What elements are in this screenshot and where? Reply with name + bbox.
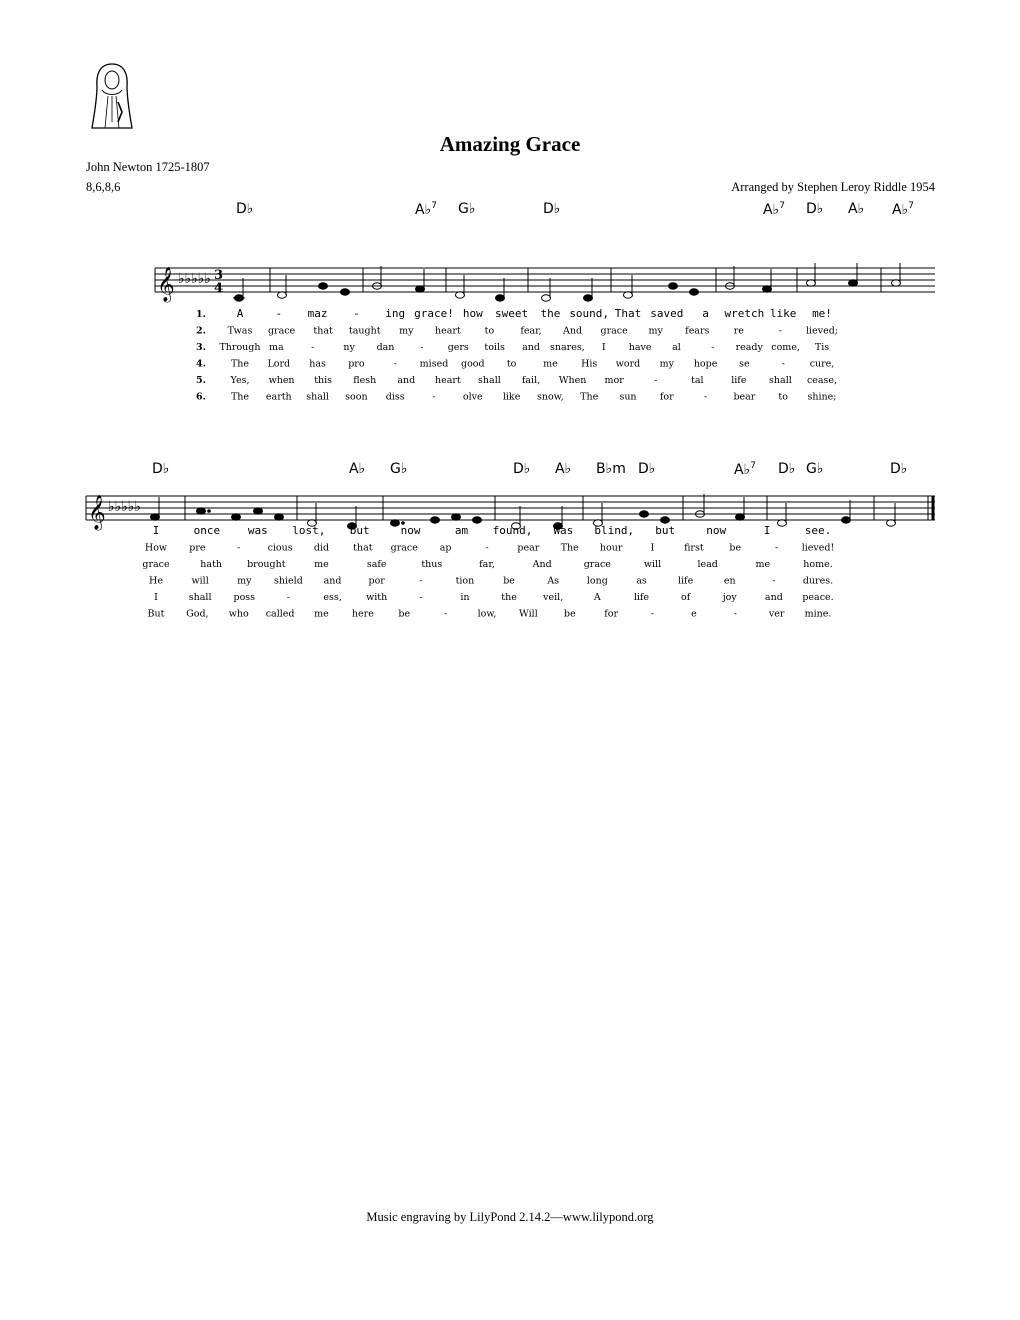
poet-credit: John Newton 1725-1807 xyxy=(86,160,210,174)
notes-system-1 xyxy=(233,263,901,301)
lyric-syllable: tion xyxy=(455,575,475,587)
lyric-syllable: ver xyxy=(768,608,785,620)
lyric-syllable: Will xyxy=(519,608,538,620)
lyric-syllable: mised xyxy=(419,358,449,370)
lyric-syllable: cease, xyxy=(806,375,838,386)
lyric-syllable: life xyxy=(731,375,747,386)
lyric-syllable: and xyxy=(522,342,540,353)
lyric-syllable: ap xyxy=(439,542,452,554)
lyric-syllable: mine. xyxy=(804,608,832,620)
lyric-syllable: to xyxy=(778,391,788,403)
verse-number: 3. xyxy=(196,342,206,353)
lyric-syllable: my xyxy=(659,358,674,370)
chord-symbol: B♭m xyxy=(596,461,626,477)
chord-symbol: D♭ xyxy=(890,461,908,477)
lyric-syllable: olve xyxy=(462,391,483,403)
lyric-syllable: shall xyxy=(188,592,212,603)
lyric-syllable: me xyxy=(755,559,771,570)
lyric-syllable: lieved! xyxy=(801,542,835,554)
lyric-syllable: of xyxy=(680,592,691,603)
lyric-syllable: cure, xyxy=(809,358,835,370)
lyric-syllable: see. xyxy=(804,524,832,537)
lyric-syllable: here xyxy=(351,608,374,620)
lyric-syllable: good xyxy=(460,358,485,370)
lyric-syllable: shall xyxy=(769,375,792,386)
lyric-syllable: a xyxy=(702,307,709,320)
lyric-syllable: The xyxy=(230,391,250,403)
lyric-syllable: shall xyxy=(306,391,329,403)
lyric-syllable: home. xyxy=(803,559,833,570)
lyric-syllable: me xyxy=(314,559,329,570)
lyric-syllable: once xyxy=(193,524,221,537)
lyric-syllable: grace! xyxy=(414,307,454,320)
lyric-syllable: now xyxy=(706,524,727,537)
chord-symbol: A♭$^7$ xyxy=(892,201,914,218)
lyric-syllable: hope xyxy=(693,358,718,370)
lyric-syllable: Twas xyxy=(227,325,253,337)
lyric-syllable: come, xyxy=(771,342,800,353)
arranger-credit: Arranged by Stephen Leroy Riddle 1954 xyxy=(731,180,935,194)
treble-clef-symbol: 𝄞 xyxy=(88,495,106,530)
lyric-syllable: ess, xyxy=(323,592,342,603)
lyric-syllable: found, xyxy=(492,524,533,537)
lyric-syllable: mor xyxy=(604,375,624,386)
lyric-syllable: for xyxy=(659,391,674,403)
lyric-syllable: The xyxy=(560,542,579,554)
lyric-syllable: pear xyxy=(517,542,540,554)
lyric-syllable: snow, xyxy=(537,391,564,403)
lyric-syllable: like xyxy=(769,307,797,320)
lyric-syllable: - xyxy=(393,358,397,370)
lyric-syllable: His xyxy=(581,358,598,370)
lyric-syllable: Yes, xyxy=(230,375,250,386)
lyric-syllable: veil, xyxy=(543,592,564,603)
lyric-syllable: - xyxy=(444,608,448,620)
lyric-syllable: shall xyxy=(478,375,501,386)
chord-symbol: A♭ xyxy=(349,461,366,477)
lyric-syllable: low, xyxy=(477,608,497,620)
lyric-syllable: but xyxy=(349,524,370,537)
lyric-syllable: joy xyxy=(722,592,737,603)
lyric-syllable: brought xyxy=(247,559,286,570)
lyric-syllable: that xyxy=(313,325,333,337)
lyric-syllable: The xyxy=(580,391,599,403)
lyric-syllable: peace. xyxy=(802,592,834,603)
lyric-syllable: will xyxy=(643,559,662,570)
lyric-syllable: diss xyxy=(385,391,405,403)
lyric-syllable: who xyxy=(228,608,249,620)
lyric-syllable: saved xyxy=(650,307,684,320)
lyric-syllable: in xyxy=(460,592,470,603)
verse-number: 4. xyxy=(196,358,206,370)
lyric-syllable: I xyxy=(763,524,771,537)
lyric-syllable: lost, xyxy=(292,524,326,537)
lyric-syllable: blind, xyxy=(594,524,635,537)
chord-symbol: A♭$^7$ xyxy=(734,461,756,478)
lyric-syllable: And xyxy=(563,325,583,337)
lyric-syllable: to xyxy=(484,325,495,337)
lyric-syllable: and xyxy=(397,375,416,386)
treble-clef-symbol: 𝄞 xyxy=(157,267,175,302)
chord-symbol: D♭ xyxy=(638,461,656,477)
chord-symbol: A♭$^7$ xyxy=(415,201,437,218)
lyric-syllable: That xyxy=(614,307,642,320)
page-title: Amazing Grace xyxy=(439,132,581,156)
chord-symbol: G♭ xyxy=(458,201,476,217)
lyric-syllable: ing xyxy=(385,307,406,320)
lyric-syllable: - xyxy=(781,358,785,370)
lyric-syllable: poss xyxy=(233,592,256,603)
lyric-syllable: snares, xyxy=(550,342,585,353)
lyric-syllable: grace xyxy=(390,542,418,554)
lyric-syllable: life xyxy=(633,592,650,603)
lyric-syllable: A xyxy=(593,592,601,603)
verse-number: 2. xyxy=(196,325,206,337)
lyric-syllable: me! xyxy=(812,307,832,320)
lyric-syllable: - xyxy=(654,375,658,386)
lyric-syllable: dures. xyxy=(802,575,834,587)
lyric-syllable: my xyxy=(399,325,414,337)
lyric-syllable: As xyxy=(547,575,560,587)
lyric-syllable: Tis xyxy=(814,342,830,353)
lyric-syllable: ma xyxy=(269,342,284,353)
lyric-syllable: - xyxy=(311,342,315,353)
lyric-syllable: - xyxy=(286,592,291,603)
lyric-syllable: gers xyxy=(447,342,469,353)
lyric-syllable: lieved; xyxy=(806,325,838,337)
lyric-syllable: - xyxy=(353,307,360,320)
lyric-syllable: - xyxy=(237,542,241,554)
lyric-syllable: earth xyxy=(265,391,292,403)
lyric-syllable: heart xyxy=(434,325,461,337)
chord-symbol: D♭ xyxy=(778,461,796,477)
chord-symbol: A♭$^7$ xyxy=(763,201,785,218)
lyric-syllable: I xyxy=(154,592,158,603)
lyric-syllable: life xyxy=(677,575,694,587)
lyric-syllable: soon xyxy=(345,391,368,403)
lyric-syllable: - xyxy=(419,592,423,603)
lyric-syllable: tal xyxy=(691,375,704,386)
lyric-syllable: taught xyxy=(348,325,381,337)
lyric-syllable: I xyxy=(601,342,606,353)
lyric-syllable: the xyxy=(540,307,561,320)
lyric-syllable: first xyxy=(684,542,704,554)
lyric-syllable: long xyxy=(586,575,608,587)
lyric-syllable: called xyxy=(265,608,295,620)
lyric-syllable: when xyxy=(268,375,295,386)
lyric-syllable: sweet xyxy=(495,307,529,320)
lyric-syllable: was xyxy=(247,524,268,537)
chord-symbol: D♭ xyxy=(543,201,561,217)
lyric-syllable: safe xyxy=(366,559,387,570)
lyric-syllable: Through xyxy=(219,342,261,353)
lyric-syllable: my xyxy=(648,325,663,337)
lyrics-system-2 xyxy=(0,522,1020,632)
lyric-syllable: When xyxy=(558,375,587,386)
lyric-syllable: to xyxy=(506,358,517,370)
lyric-syllable: - xyxy=(419,575,423,587)
lyric-syllable: pro xyxy=(348,358,365,370)
lyrics-system-1 xyxy=(0,305,1020,415)
lyric-syllable: I xyxy=(152,524,160,537)
lyric-syllable: with xyxy=(366,592,388,603)
lyric-syllable: The xyxy=(230,358,250,370)
key-signature: ♭♭♭♭♭ xyxy=(178,271,212,287)
lyric-syllable: ready xyxy=(735,342,763,353)
lyric-syllable: for xyxy=(604,608,619,620)
chord-symbol: A♭ xyxy=(555,461,572,477)
meter-label: 8,6,8,6 xyxy=(86,180,121,194)
lyric-syllable: lead xyxy=(697,559,718,570)
hooded-figure-logo xyxy=(88,60,136,132)
lyric-syllable: wretch xyxy=(724,307,765,320)
lyric-syllable: God, xyxy=(186,608,209,620)
lyric-syllable: toils xyxy=(484,342,505,353)
lyric-syllable: fear, xyxy=(520,325,542,337)
lyric-syllable: - xyxy=(775,542,779,554)
lyric-syllable: A xyxy=(236,307,244,320)
lyric-syllable: shine; xyxy=(807,391,837,403)
lyric-syllable: far, xyxy=(479,559,495,570)
time-sig-top: 3 xyxy=(214,268,224,283)
lyric-syllable: me xyxy=(543,358,558,370)
staff-system-1 xyxy=(0,250,1020,310)
lyric-syllable: - xyxy=(485,542,489,554)
lyric-syllable: as xyxy=(636,575,647,587)
lyric-syllable: dan xyxy=(376,342,395,353)
lyric-syllable: have xyxy=(628,342,652,353)
lyric-syllable: did xyxy=(313,542,330,554)
lyric-syllable: but xyxy=(655,524,676,537)
chord-symbol: D♭ xyxy=(513,461,531,477)
lyric-syllable: bear xyxy=(733,391,756,403)
verse-number: 6. xyxy=(196,391,206,403)
lyric-syllable: ny xyxy=(343,342,355,353)
chord-symbol: A♭ xyxy=(848,201,865,217)
lyric-syllable: - xyxy=(650,608,655,620)
lyric-syllable: flesh xyxy=(353,375,377,386)
lyric-syllable: sound, xyxy=(569,307,610,320)
lyric-syllable: heart xyxy=(434,375,461,386)
lyric-syllable: word xyxy=(615,358,641,370)
lyric-syllable: like xyxy=(502,391,521,403)
chord-symbol: G♭ xyxy=(806,461,824,477)
lyric-syllable: - xyxy=(711,342,715,353)
lyric-syllable: how xyxy=(462,307,483,320)
lyric-syllable: be xyxy=(729,542,742,554)
lyric-syllable: se xyxy=(739,358,750,370)
lyric-syllable: be xyxy=(398,608,411,620)
lyric-syllable: be xyxy=(563,608,576,620)
lyric-syllable: Was xyxy=(553,524,574,537)
lyric-syllable: me xyxy=(314,608,329,620)
lyric-syllable: now xyxy=(400,524,421,537)
lyric-syllable: por xyxy=(368,575,385,587)
lyric-syllable: re xyxy=(733,325,744,337)
lyric-syllable: be xyxy=(503,575,515,587)
lyric-syllable: Lord xyxy=(267,358,291,370)
lyric-syllable: grace xyxy=(583,559,611,570)
lyric-syllable: thus xyxy=(421,559,443,570)
lyric-syllable: grace xyxy=(142,559,170,570)
chord-symbol: D♭ xyxy=(806,201,824,217)
lyric-syllable: en xyxy=(723,575,736,587)
lyric-syllable: and xyxy=(323,575,342,587)
key-signature: ♭♭♭♭♭ xyxy=(108,499,142,515)
engraving-footer: Music engraving by LilyPond 2.14.2—www.lilypond.org xyxy=(366,1210,654,1224)
lyric-syllable: my xyxy=(237,575,252,587)
lyric-syllable: - xyxy=(733,608,737,620)
chord-symbol: D♭ xyxy=(152,461,170,477)
chord-symbol: D♭ xyxy=(236,201,254,217)
lyric-syllable: - xyxy=(275,307,283,320)
lyric-syllable: I xyxy=(650,542,655,554)
lyric-syllable: fail, xyxy=(521,375,541,386)
lyric-syllable: hath xyxy=(200,559,223,570)
lyric-syllable: - xyxy=(778,325,783,337)
verse-number: 1. xyxy=(196,309,206,320)
lyric-syllable: will xyxy=(191,575,209,587)
lyric-syllable: And xyxy=(532,559,552,570)
lyric-syllable: has xyxy=(309,358,326,370)
lyric-syllable: How xyxy=(144,542,168,554)
lyric-syllable: - xyxy=(432,391,436,403)
chord-symbol: G♭ xyxy=(390,461,408,477)
lyric-syllable: fears xyxy=(685,325,710,337)
lyric-syllable: But xyxy=(147,608,165,620)
lyric-syllable: pre xyxy=(189,542,206,554)
lyric-syllable: hour xyxy=(599,542,623,554)
lyric-syllable: - xyxy=(703,391,708,403)
lyric-syllable: this xyxy=(314,375,333,386)
lyric-syllable: grace xyxy=(600,325,628,337)
lyric-syllable: al xyxy=(672,342,681,353)
lyric-syllable: shield xyxy=(274,575,303,587)
verse-number: 5. xyxy=(196,375,206,386)
lyric-syllable: and xyxy=(764,592,783,603)
lyric-syllable: cious xyxy=(267,542,293,554)
lyric-syllable: am xyxy=(454,524,469,537)
lyric-syllable: He xyxy=(149,575,163,587)
time-sig-bottom: 4 xyxy=(214,281,224,296)
lyric-syllable: grace xyxy=(267,325,296,337)
lyric-syllable: e xyxy=(691,608,697,620)
lyric-syllable: the xyxy=(501,592,517,603)
lyric-syllable: - xyxy=(772,575,776,587)
lyric-syllable: sun xyxy=(619,391,637,403)
lyric-syllable: maz xyxy=(307,307,328,320)
lyric-syllable: - xyxy=(420,342,424,353)
lyric-syllable: that xyxy=(353,542,373,554)
